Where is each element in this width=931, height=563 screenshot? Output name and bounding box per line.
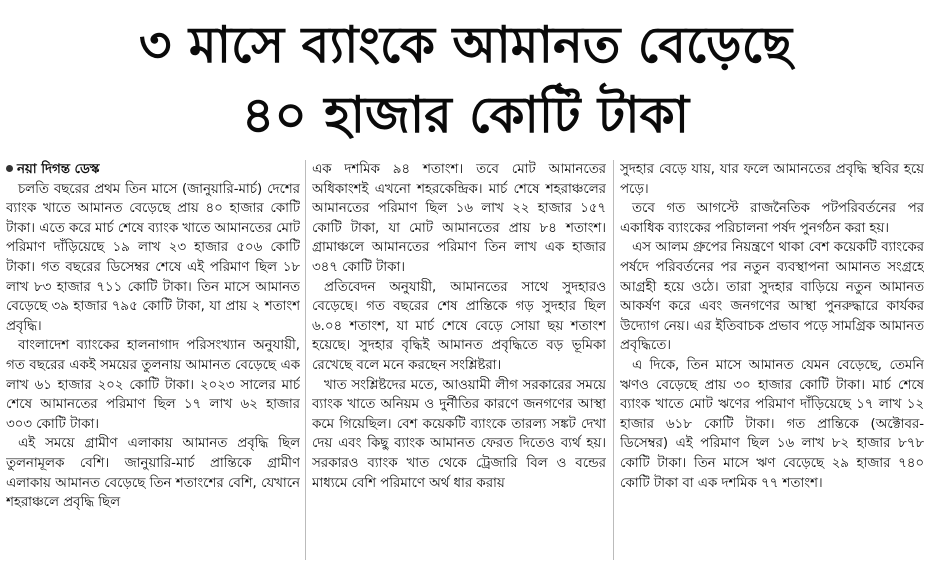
byline <box>6 160 300 180</box>
article-column-1 <box>6 160 300 560</box>
paragraph: তবে গত আগস্টে রাজনৈতিক পটপরিবর্তনের পর একাধিক ব্যাংকের পরিচালনা পর্ষদ পুনর্গঠন করা হয়। <box>620 201 924 236</box>
paragraph: বাংলাদেশ ব্যাংকের হালনাগাদ পরিসংখ্যান অনুযায়ী, গত বছরের একই সময়ের তুলনায় আমানত বেড়েছে এক লাখ ৬১ হাজার ২০২ কোটি টাকা। ২০২৩ সালের মার্চ শেষে আমানতের পরিমাণ ছিল ১৭ লাখ ৬২ হাজার ৩০৩ কোটি টাকা। <box>6 338 300 432</box>
paragraph: এস আলম গ্রুপের নিয়ন্ত্রণে থাকা বেশ কয়েকটি ব্যাংকের পর্ষদে পরিবর্তনের পর নতুন ব্যবস্থাপনা আমানত সংগ্রহে আগ্রহী হয়ে ওঠে। তারা সুদহার বাড়িয়ে নতুন আমানত আকর্ষণ করে এবং জনগণের আস্থা পুনরুদ্ধারে কার্যকর উদ্যোগ নেয়। এর ইতিবাচক প্রভাব পড়ে সামগ্রিক আমানত প্রবৃদ্ধিতে। <box>620 240 924 354</box>
column-divider <box>305 160 306 560</box>
article-column-2 <box>312 160 606 560</box>
headline-line-2: ৪০ হাজার কোটি টাকা <box>241 86 690 144</box>
paragraph: এ দিকে, তিন মাসে আমানত যেমন বেড়েছে, তেমনি ঋণও বেড়েছে প্রায় ৩০ হাজার কোটি টাকা। মার্চ শেষে ব্যাংক খাতে মোট ঋণের পরিমাণ দাঁড়িয়েছে ১৭ লাখ ১২ হাজার ৬১৮ কোটি টাকা। গত প্রান্তিকে (অক্টোবর-ডিসেম্বর) এই পরিমাণ ছিল ১৬ লাখ ৮২ হাজার ৮৭৮ কোটি টাকা। তিন মাসে ঋণ বেড়েছে ২৯ হাজার ৭৪০ কোটি টাকা বা এক দশমিক ৭৭ শতাংশ। <box>620 357 924 491</box>
bullet-icon <box>6 165 13 172</box>
paragraph: প্রতিবেদন অনুযায়ী, আমানতের সাথে সুদহারও বেড়েছে। গত বছরের শেষ প্রান্তিকে গড় সুদহার ছিল ৬.০৪ শতাংশ, যা মার্চ শেষে বেড়ে সোয়া ছয় শতাংশ হয়েছে। সুদহার বৃদ্ধিই আমানত প্রবৃদ্ধিতে বড় ভূমিকা রেখেছে বলে মনে করছেন সংশ্লিষ্টরা। <box>312 279 606 373</box>
paragraph: এক দশমিক ৯৪ শতাংশ। তবে মোট আমানতের অধিকাংশই এখনো শহরকেন্দ্রিক। মার্চ শেষে শহরাঞ্চলের আমানতের পরিমাণ ছিল ১৬ লাখ ২২ হাজার ১৫৭ কোটি টাকা, যা মোট আমানতের প্রায় ৮৪ শতাংশ। গ্রামাঞ্চলে আমানতের পরিমাণ তিন লাখ এক হাজার ৩৪৭ কোটি টাকা। <box>312 162 606 275</box>
headline-line-1: ৩ মাসে ব্যাংকে আমানত বেড়েছে <box>138 16 793 74</box>
paragraph: খাত সংশ্লিষ্টদের মতে, আওয়ামী লীগ সরকারের সময়ে ব্যাংক খাতে অনিয়ম ও দুর্নীতির কারণে জনগণের আস্থা কমে গিয়েছিল। বেশ কয়েকটি ব্যাংকে তারল্য সঙ্কট দেখা দেয় এবং কিছু ব্যাংক আমানত ফেরত দিতেও ব্যর্থ হয়। সরকারও ব্যাংক খাত থেকে ট্রেজারি বিল ও বন্ডের মাধ্যমে বেশি পরিমাণে অর্থ ধার করায় <box>312 377 606 491</box>
paragraph: চলতি বছরের প্রথম তিন মাসে (জানুয়ারি-মার্চ) দেশের ব্যাংক খাতে আমানত বেড়েছে প্রায় ৪০ হাজার কোটি টাকা। এতে করে মার্চ শেষে ব্যাংক খাতে আমানতের মোট পরিমাণ দাঁড়িয়েছে ১৯ লাখ ২৩ হাজার ৫০৬ কোটি টাকা। গত বছরের ডিসেম্বর শেষে এই পরিমাণ ছিল ১৮ লাখ ৮৩ হাজার ৭১১ কোটি টাকা। তিন মাসে আমানত বেড়েছে ৩৯ হাজার ৭৯৫ কোটি টাকা, যা প্রায় ২ শতাংশ প্রবৃদ্ধি। <box>6 181 300 334</box>
byline-text: নয়া দিগন্ত ডেস্ক <box>17 162 100 177</box>
paragraph: এই সময়ে গ্রামীণ এলাকায় আমানত প্রবৃদ্ধি ছিল তুলনামূলক বেশি। জানুয়ারি-মার্চ প্রান্তিকে গ্রামীণ এলাকায় আমানত বেড়েছে তিন শতাংশের বেশি, যেখানে শহরাঞ্চলে প্রবৃদ্ধি ছিল <box>6 436 300 511</box>
column-divider <box>613 160 614 560</box>
paragraph: সুদহার বেড়ে যায়, যার ফলে আমানতের প্রবৃদ্ধি স্থবির হয়ে পড়ে। <box>620 162 924 197</box>
article-column-3 <box>620 160 924 560</box>
